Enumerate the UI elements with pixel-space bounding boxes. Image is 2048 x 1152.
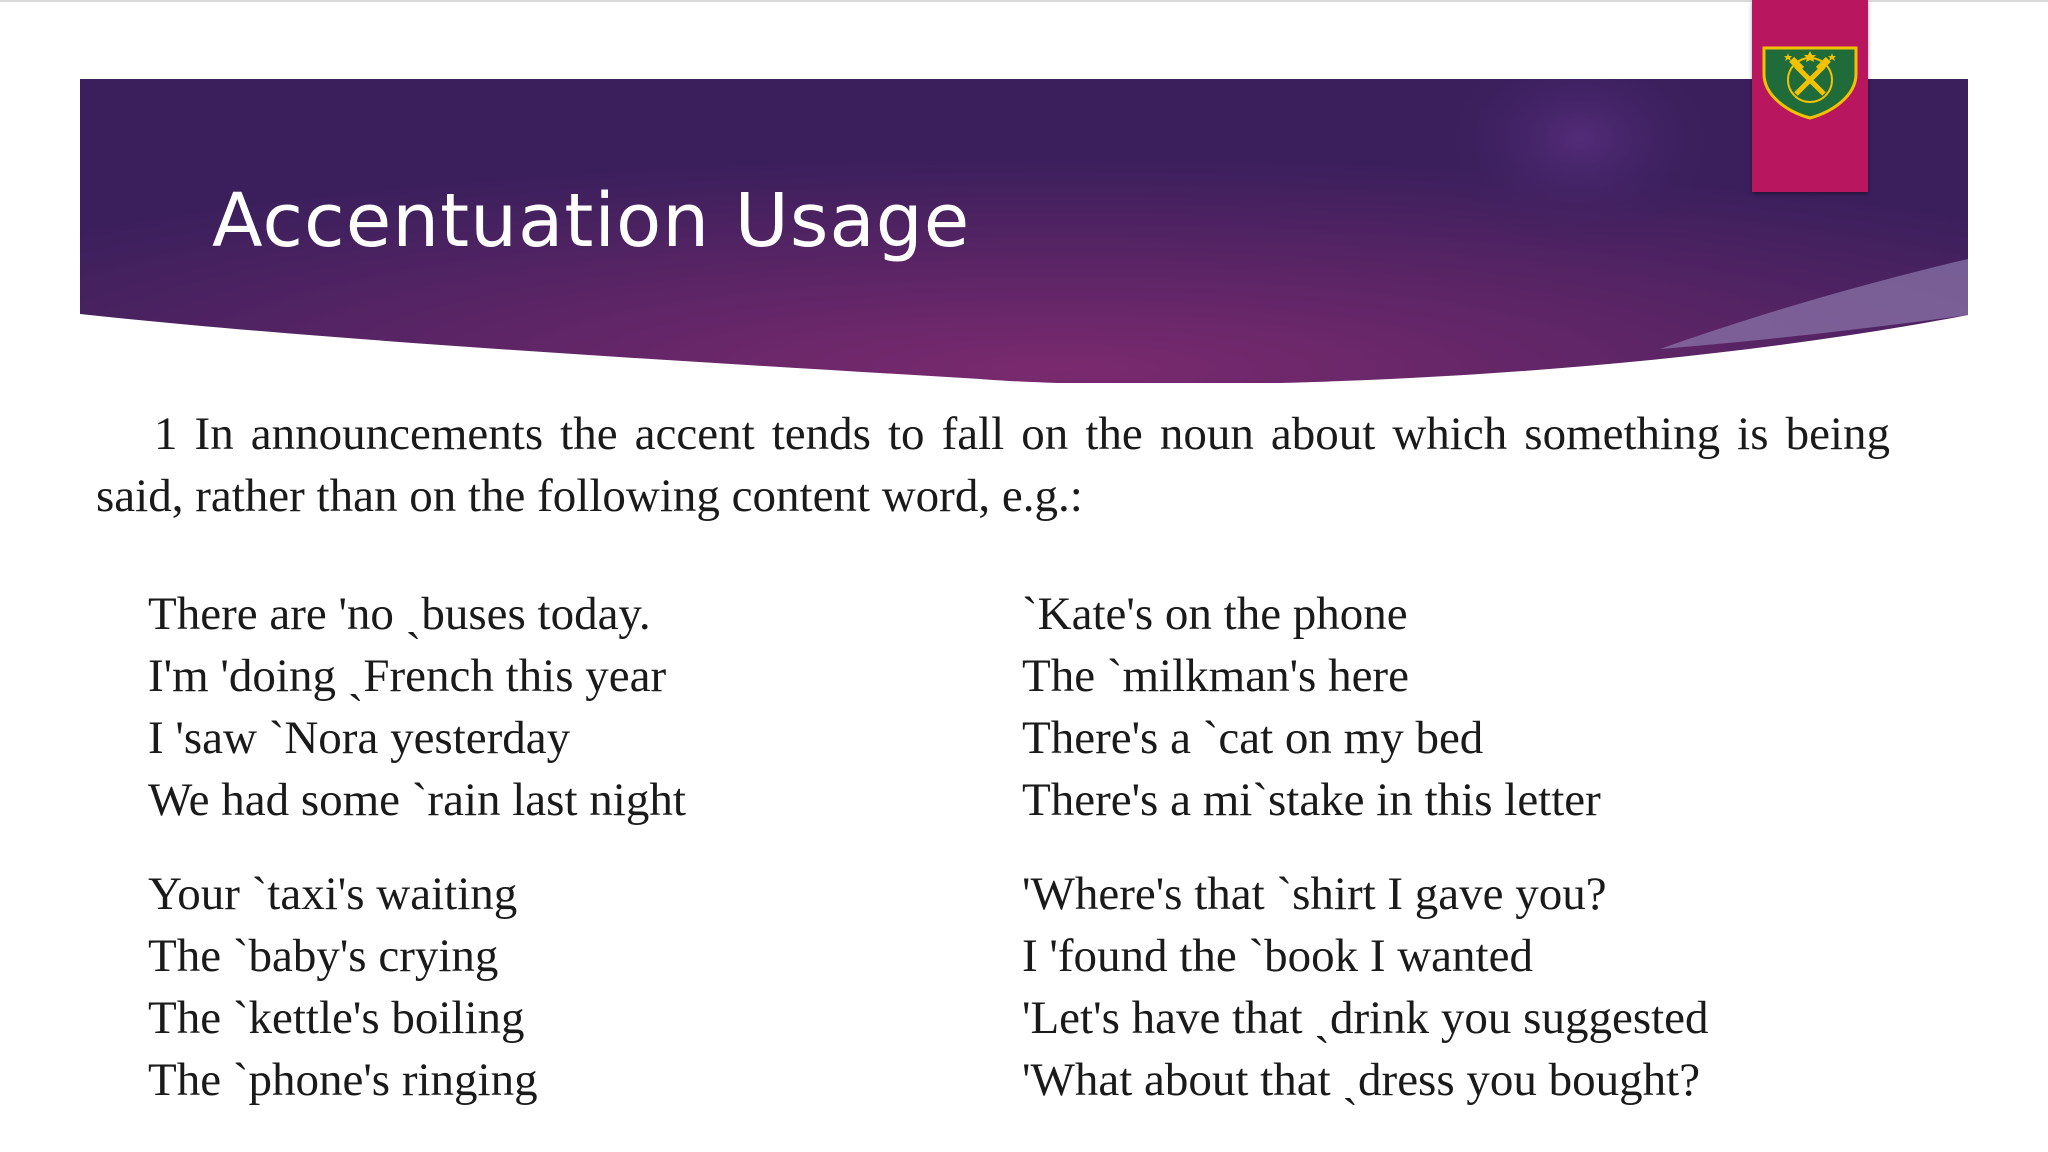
example-line: We had some `rain last night (148, 774, 686, 826)
example-line: There's a `cat on my bed (1022, 712, 1484, 764)
examples-right-column (1022, 583, 1709, 1111)
example-line: I'm 'doing ˏFrench this year (148, 650, 667, 702)
example-line: I 'found the `book I wanted (1022, 930, 1533, 982)
example-line: `Kate's on the phone (1022, 588, 1408, 640)
example-line: The `kettle's boiling (148, 992, 525, 1044)
example-line: 'Where's that `shirt I gave you? (1022, 868, 1607, 920)
top-rule (0, 0, 2048, 2)
example-line: 'What about that ˏdress you bought? (1022, 1054, 1701, 1106)
example-line: 'Let's have that ˏdrink you suggested (1022, 992, 1709, 1044)
textbook-scan (90, 395, 1910, 1130)
example-line: The `milkman's here (1022, 650, 1409, 702)
university-crest-icon (1758, 44, 1862, 120)
example-line: I 'saw `Nora yesterday (148, 712, 571, 764)
logo-tab (1752, 0, 1868, 192)
example-line: The `phone's ringing (148, 1054, 538, 1106)
example-line: Your `taxi's waiting (148, 868, 518, 920)
example-line: There are 'no ˏbuses today. (148, 588, 651, 640)
example-line: The `baby's crying (148, 930, 499, 982)
examples-left-column (148, 583, 686, 1111)
intro-paragraph: 1 In announcements the accent tends to fall on the noun about which something is being said, rather than on the following content word, e.g.: (96, 408, 1890, 522)
example-line: There's a mi`stake in this letter (1022, 774, 1601, 826)
slide-title: Accentuation Usage (212, 178, 971, 264)
